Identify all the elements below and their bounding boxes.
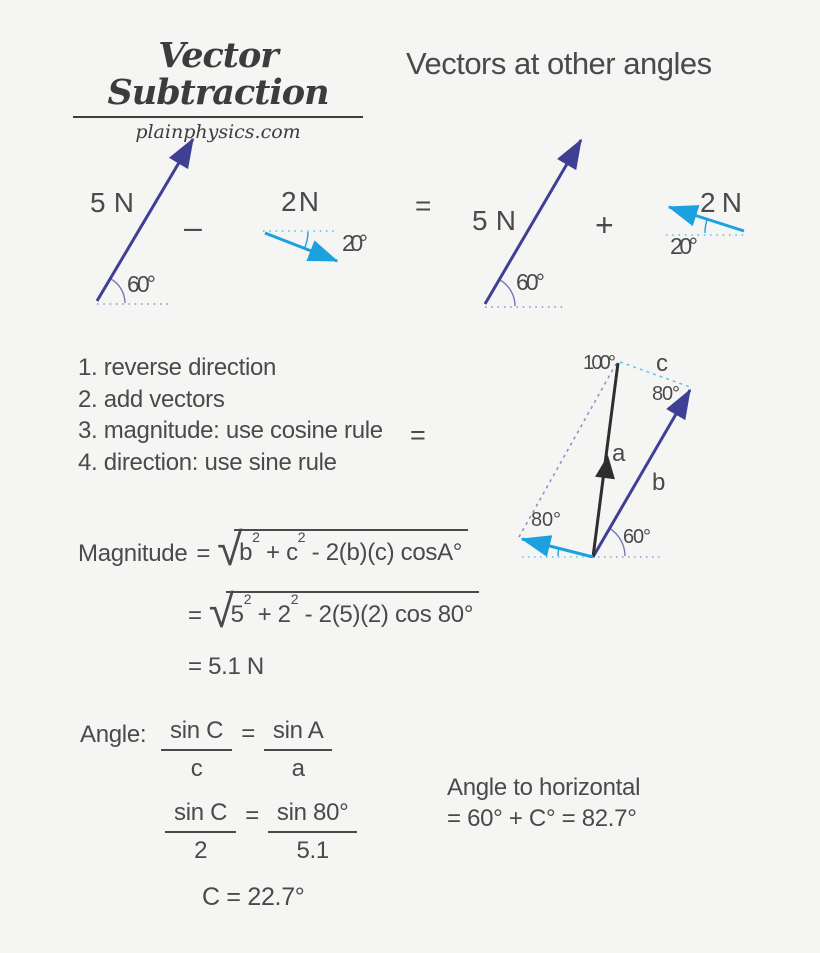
magnitude-expression-1 [234,529,468,567]
expr1-exponent: 2 [297,529,306,545]
label-5n-right: 5 N [472,205,516,236]
label-side-c: c [656,350,668,377]
expr2-exponent: 2 [243,591,252,607]
magnitude-equals-2: = [188,602,202,629]
vector-2n [265,233,337,261]
page-title: Vector Subtraction [73,38,363,118]
label-side-b: b [652,469,666,496]
expr1-term: - 2(b)(c) cosA° [305,539,463,566]
equals-sign: = [415,190,432,221]
expr2-term: - 2(5)(2) cos 80° [298,601,474,628]
label-60-base: 60° [623,526,651,548]
label-side-a: a [612,440,626,467]
fraction-equals: = [245,802,259,829]
angle-to-horizontal [447,772,640,834]
expr2-exponent: 2 [290,591,299,607]
step-3: 3. magnitude: use cosine rule [78,417,383,444]
expr1-exponent: 2 [252,529,260,545]
step-4: 4. direction: use sine rule [78,448,337,476]
radical-sign-2: √ [208,585,234,637]
expr2-term: + 2 [251,601,291,628]
magnitude-expression-2 [226,591,479,629]
angle-result: C = 22.7° [202,883,305,911]
angle-to-horizontal-title: Angle to horizontal [447,774,641,801]
fraction-denominator: a [291,755,305,782]
magnitude-equals-1: = [196,540,211,567]
fraction-sin80-5.1 [268,799,358,865]
fraction-numerator: sin C [161,717,232,751]
angle-arc-left-60 [111,279,125,303]
fraction-sinC-c [161,717,232,783]
step-1: 1. reverse direction [78,354,277,381]
angle-to-horizontal-value: = 60° + C° = 82.7° [447,805,637,832]
sine-rule-row-2 [165,799,357,865]
magnitude-line-2 [188,585,479,637]
fraction-denominator: c [190,755,203,782]
expr1-term: b [239,539,253,566]
label-apex-100: 100° [583,352,616,374]
label-20-2n: 20° [342,230,368,256]
fraction-denominator: 2 [194,837,208,864]
label-60-right: 60° [516,269,545,295]
method-steps [78,352,383,478]
angle-arc-right-60 [500,280,515,306]
sine-rule-row-1 [161,717,332,783]
label-2n-reversed: 2 N [700,187,742,218]
fraction-numerator: sin A [264,717,333,751]
magnitude-result: = 5.1 N [188,653,264,680]
plus-sign: + [595,207,614,243]
label-80-bottom: 80° [531,509,561,531]
fraction-denominator: 5.1 [296,837,329,864]
steps-equals-sign: = [410,420,426,450]
magnitude-label: Magnitude [78,540,188,567]
label-20-reversed: 20° [670,233,698,259]
angle-arc-rev-2n [705,220,707,233]
step-2: 2. add vectors [78,385,225,413]
radical-sign-1: √ [217,523,243,575]
fraction-numerator: sin 80° [268,799,358,833]
fraction-equals: = [241,720,255,747]
section-heading: Vectors at other angles [406,46,712,81]
label-80-top: 80° [652,383,680,405]
expr1-term: + c [259,539,298,566]
magnitude-line-1 [78,523,468,575]
angle-label: Angle: [80,721,147,748]
site-name: plainphysics.com [135,120,301,143]
label-60-left: 60° [127,271,156,297]
minus-sign: – [184,209,202,245]
label-5n-left: 5 N [90,187,134,218]
angle-arc-2n [305,232,308,247]
fraction-sinC-2 [165,799,236,865]
label-2n: 2 N [281,186,319,217]
fraction-sinA-a [264,717,333,783]
expr2-term: 5 [230,601,244,628]
fraction-numerator: sin C [165,799,236,833]
